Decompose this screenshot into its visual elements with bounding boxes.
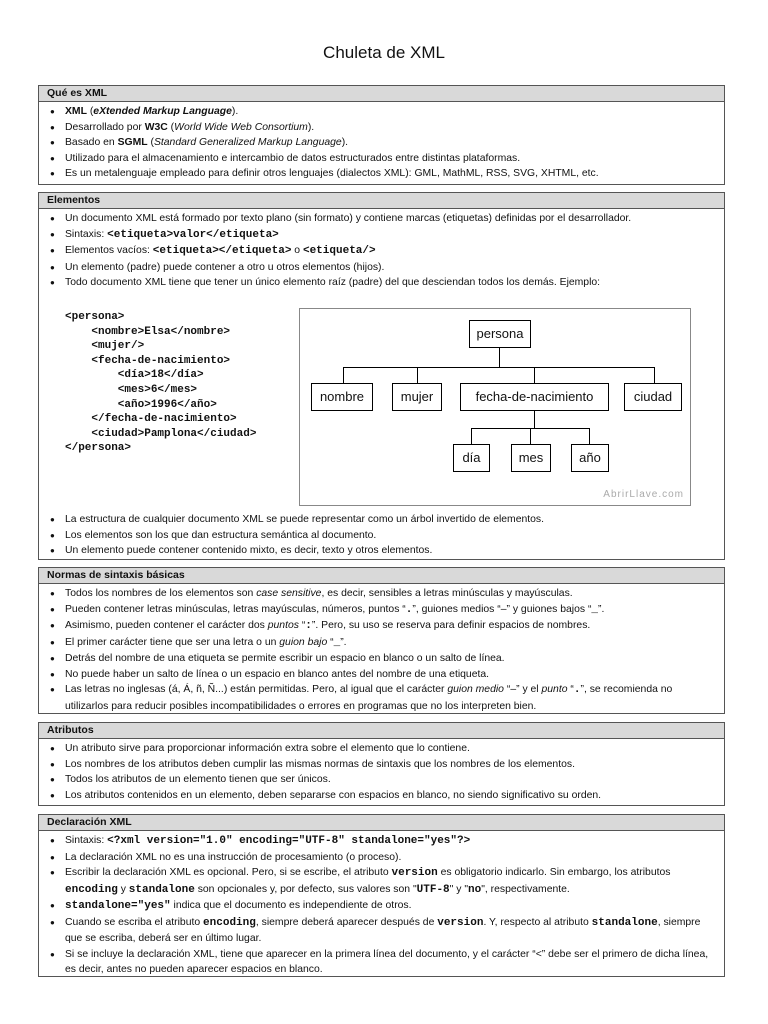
bullet-list (39, 831, 724, 981)
tree-node-dia: día (453, 444, 490, 472)
tree-node-mes: mes (511, 444, 551, 472)
code-line: <día>18</día> (65, 369, 204, 382)
list-item: ● Si se incluye la declaración XML, tiene que aparecer en la primera línea del documento, y el carácter “<” debe ser el primero de dicha línea, es decir, antes no pueden aparecer espacios en blanco. (47, 947, 718, 978)
code-line: <nombre>Elsa</nombre> (65, 325, 231, 338)
tree-node-ano: año (571, 444, 609, 472)
bullet-list (39, 739, 724, 806)
list-item: ● Los atributos contenidos en un elemento, deben separarse con espacios en blanco, no siendo significativo su orden. (47, 788, 718, 804)
section-declaracion-xml (38, 814, 725, 977)
list-item: ● Cuando se escriba el atributo encoding, siempre deberá aparecer después de version. Y, respecto al atributo standalone, siempre que se escriba, deberá ser en último lugar. (47, 915, 718, 947)
list-item: ● No puede haber un salto de línea o un espacio en blanco antes del nombre de una etiqueta. (47, 667, 718, 683)
list-item: ● standalone="yes" indica que el documento es independiente de otros. (47, 898, 718, 915)
section-heading: Normas de sintaxis básicas (39, 568, 724, 584)
list-item: ● Escribir la declaración XML es opcional. Pero, si se escribe, el atributo version es obligatorio indicarlo. Sin embargo, los atributos encoding y standalone son opcionales y, por defecto, sus valores son "UTF-8" y "no", respectivamente. (47, 865, 718, 898)
list-item: ● Un documento XML está formado por texto plano (sin formato) y contiene marcas (etiquetas) definidas por el desarrollador. (47, 211, 718, 227)
list-item: ● Detrás del nombre de una etiqueta se permite escribir un espacio en blanco o un salto de línea. (47, 651, 718, 667)
list-item: ● Todo documento XML tiene que tener un único elemento raíz (padre) del que desciendan todos los demás. Ejemplo: (47, 275, 718, 291)
list-item: ● Sintaxis: <?xml version="1.0" encoding="UTF-8" standalone="yes"?> (47, 833, 718, 850)
list-item: ● La declaración XML no es una instrucción de procesamiento (o proceso). (47, 850, 718, 866)
tree-node-mujer: mujer (392, 383, 442, 411)
list-item: ● Los nombres de los atributos deben cumplir las mismas normas de sintaxis que los nombres de los elementos. (47, 757, 718, 773)
code-line: <mes>6</mes> (65, 383, 198, 396)
section-atributos (38, 722, 725, 806)
abrirllave-watermark: AbrirLlave.com (603, 488, 684, 500)
list-item: ● Los elementos son los que dan estructura semántica al documento. (47, 528, 718, 544)
bullet-list (39, 510, 724, 562)
list-item: ● El primer carácter tiene que ser una letra o un guion bajo “_”. (47, 635, 718, 652)
bullet-list (39, 209, 724, 294)
list-item: ● Basado en SGML (Standard Generalized Markup Language). (47, 135, 718, 151)
tree-node-persona: persona (469, 320, 531, 348)
section-que-es-xml (38, 85, 725, 185)
bullet-list (39, 102, 724, 185)
code-line: <mujer/> (65, 340, 145, 353)
code-line: <ciudad>Pamplona</ciudad> (65, 427, 257, 440)
code-line: </persona> (65, 442, 132, 455)
list-item: ● XML (eXtended Markup Language). (47, 104, 718, 120)
list-item: ● Es un metalenguaje empleado para definir otros lenguajes (dialectos XML): GML, MathML, RSS, SVG, XHTML, etc. (47, 166, 718, 182)
page-title: Chuleta de XML (323, 43, 445, 62)
code-line: <año>1996</año> (65, 398, 217, 411)
list-item: ● Sintaxis: <etiqueta>valor</etiqueta> (47, 227, 718, 244)
list-item: ● Las letras no inglesas (á, Á, ñ, Ñ...) están permitidas. Pero, al igual que el carácter guion medio “–” y el punto “.”, se recomienda no utilizarlos para reducir posibles incompatibilidades o errores en programas que no los interpreten bien. (47, 682, 718, 714)
tree-node-ciudad: ciudad (624, 383, 682, 411)
list-item: ● La estructura de cualquier documento XML se puede representar como un árbol invertido de elementos. (47, 512, 718, 528)
tree-node-nombre: nombre (311, 383, 373, 411)
section-heading: Elementos (39, 193, 724, 209)
tree-node-fecha-de-nacimiento: fecha-de-nacimiento (460, 383, 609, 411)
list-item: ● Un elemento puede contener contenido mixto, es decir, texto y otros elementos. (47, 543, 718, 559)
code-line: <persona> (65, 311, 125, 323)
list-item: ● Pueden contener letras minúsculas, letras mayúsculas, números, puntos “.”, guiones medios “–” y guiones bajos “_”. (47, 602, 718, 619)
list-item: ● Asimismo, pueden contener el carácter dos puntos “:”. Pero, su uso se reserva para definir espacios de nombres. (47, 618, 718, 635)
xml-tree-diagram (299, 308, 691, 506)
section-heading: Qué es XML (39, 86, 724, 102)
list-item: ● Elementos vacíos: <etiqueta></etiqueta> o <etiqueta/> (47, 243, 718, 260)
bullet-list (39, 584, 724, 717)
section-elementos (38, 192, 725, 560)
xml-code-example (65, 310, 256, 456)
list-item: ● Un atributo sirve para proporcionar información extra sobre el elemento que lo contiene. (47, 741, 718, 757)
list-item: ● Todos los nombres de los elementos son case sensitive, es decir, sensibles a letras minúsculas y mayúsculas. (47, 586, 718, 602)
list-item: ● Utilizado para el almacenamiento e intercambio de datos estructurados entre distintas plataformas. (47, 151, 718, 167)
section-heading: Declaración XML (39, 815, 724, 831)
code-line: </fecha-de-nacimiento> (65, 413, 237, 426)
code-line: <fecha-de-nacimiento> (65, 354, 231, 367)
list-item: ● Un elemento (padre) puede contener a otro u otros elementos (hijos). (47, 260, 718, 276)
section-normas-sintaxis (38, 567, 725, 714)
list-item: ● Desarrollado por W3C (World Wide Web Consortium). (47, 120, 718, 136)
section-heading: Atributos (39, 723, 724, 739)
list-item: ● Todos los atributos de un elemento tienen que ser únicos. (47, 772, 718, 788)
